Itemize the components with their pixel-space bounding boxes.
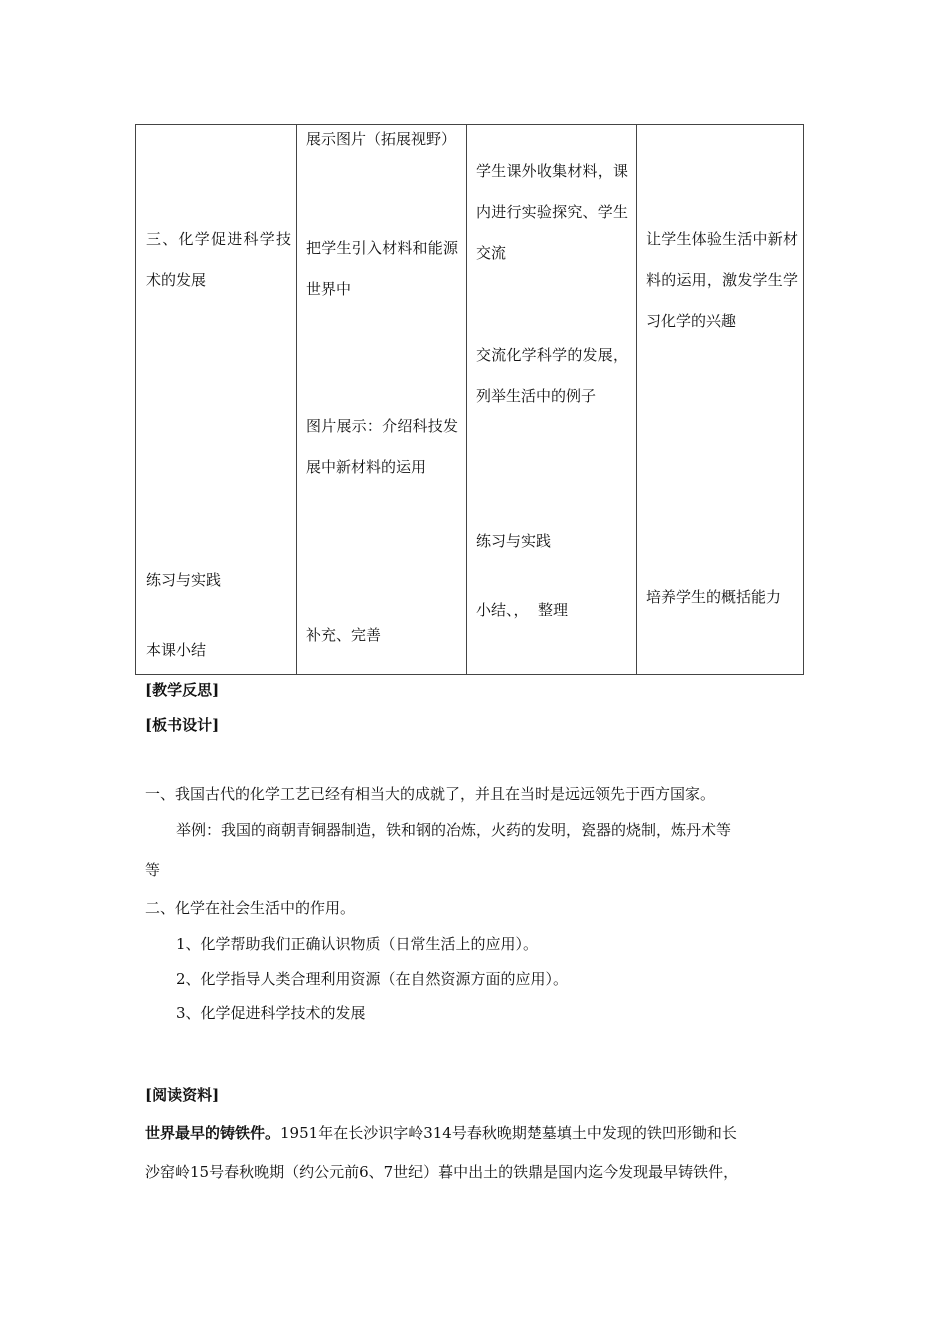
- board-example-line-2: 等: [145, 861, 161, 879]
- teacher-activity-pictures: 图片展示：介绍科技发展中新材料的运用: [306, 417, 458, 476]
- board-sub-2: 2、化学指导人类合理利用资源（在自然资源方面的应用）。: [176, 970, 569, 988]
- table-divider: [636, 125, 637, 674]
- reading-title: 世界最早的铸铁件。: [145, 1124, 281, 1142]
- reflection-heading: [教学反思]: [145, 681, 220, 699]
- board-example-line-1: 举例：我国的商朝青铜器制造，铁和钢的冶炼，火药的发明，瓷器的烧制，炼丹术等: [176, 821, 732, 839]
- stage-practice-label: 练习与实践: [146, 571, 222, 589]
- board-point-1: 一、我国古代的化学工艺已经有相当大的成就了，并且在当时是远远领先于西方国家。: [145, 785, 716, 803]
- student-activity-summary: 小结、， 整理: [476, 601, 569, 619]
- design-intent: 让学生体验生活中新材料的运用，激发学生学习化学的兴趣: [646, 230, 798, 330]
- reading-line-2: 沙窑岭15号春秋晚期（约公元前6、7世纪）暮中出土的铁鼎是国内迄今发现最早铸铁件，: [145, 1163, 739, 1181]
- lesson-table: [135, 124, 804, 675]
- stage-summary-label: 本课小结: [146, 641, 207, 659]
- student-activity-collect: 学生课外收集材料，课内进行实验探究、学生交流: [476, 162, 628, 262]
- board-sub-3: 3、化学促进科学技术的发展: [176, 1004, 366, 1022]
- board-point-2: 二、化学在社会生活中的作用。: [145, 899, 356, 917]
- table-divider: [466, 125, 467, 674]
- board-sub-1: 1、化学帮助我们正确认识物质（日常生活上的应用）。: [176, 935, 539, 953]
- teacher-activity-supplement: 补充、完善: [306, 626, 382, 644]
- student-activity-practice: 练习与实践: [476, 532, 552, 550]
- student-activity-exchange: 交流化学科学的发展，列举生活中的例子: [476, 346, 628, 405]
- reading-heading: [阅读资料]: [145, 1086, 220, 1104]
- design-ability: 培养学生的概括能力: [646, 588, 782, 606]
- stage-item-label: 三、化学促进科学技术的发展: [146, 230, 291, 289]
- reading-line-1: [145, 1123, 737, 1143]
- teacher-activity-introduce: 把学生引入材料和能源世界中: [306, 239, 458, 298]
- reading-line-1-text: 1951年在长沙识字岭314号春秋晚期楚墓填土中发现的铁凹形锄和长: [280, 1124, 737, 1142]
- table-divider: [296, 125, 297, 674]
- teacher-activity-show: 展示图片（拓展视野）: [306, 130, 457, 148]
- board-design-heading: [板书设计]: [145, 716, 220, 734]
